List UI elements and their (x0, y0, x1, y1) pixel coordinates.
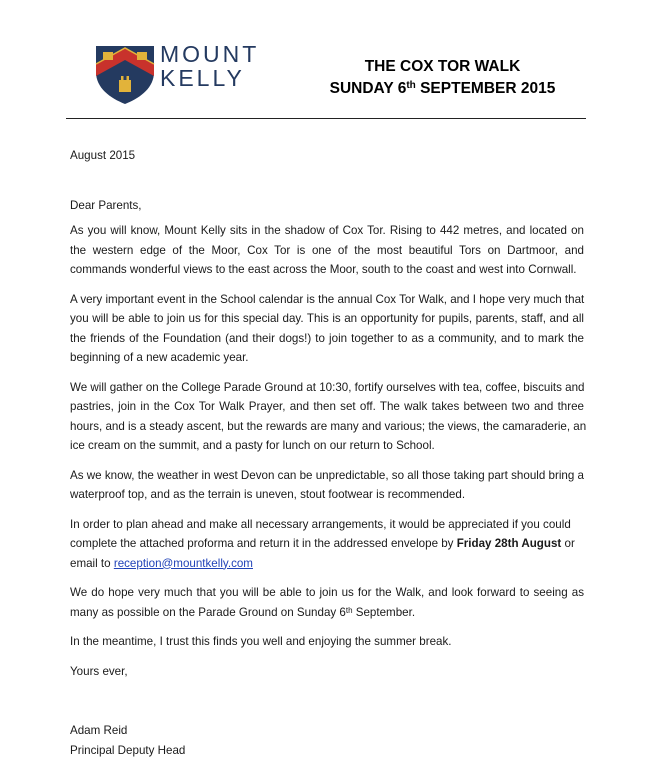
header-divider (66, 118, 586, 119)
email-link[interactable]: reception@mountkelly.com (113, 556, 253, 570)
event-date-suffix: th (406, 80, 416, 91)
email-lead-text: email to (70, 556, 114, 570)
paragraph-line: As we know, the weather in west Devon can be unpredictable, so all those taking part should bring a (70, 468, 584, 482)
letter-date: August 2015 (70, 149, 136, 162)
walk-date-text: many as possible on the Parade Ground on Sunday 6 (70, 605, 346, 619)
paragraph-line (70, 603, 584, 623)
paragraph-line (70, 554, 584, 574)
paragraph-line: the western edge of the Moor, Cox Tor is one of the most beautiful Tors on Dartmoor, and (70, 243, 584, 257)
paragraph-5 (70, 515, 584, 574)
deadline-date: Friday 28th August (456, 537, 562, 550)
paragraph-line (70, 534, 584, 554)
paragraph-6 (70, 583, 584, 622)
event-date-prefix: SUNDAY 6 (329, 80, 407, 97)
event-title: THE COX TOR WALK (364, 58, 521, 75)
school-name-line2: KELLY (160, 65, 245, 91)
paragraph-7: In the meantime, I trust this finds you well and enjoying the summer break. (70, 635, 452, 648)
walk-date-suffix: th (345, 605, 353, 615)
school-crest-icon (90, 42, 160, 106)
paragraph-line: hours, and is a steady ascent, but the rewards are many and various; the views, the camaraderie, an (70, 419, 587, 433)
paragraph-line: the friends of the Foundation (and their dogs!) to join together to as a community, and to mark the (70, 331, 584, 345)
letter-greeting: Dear Parents, (70, 198, 142, 212)
letter-closing: Yours ever, (70, 664, 128, 678)
paragraph-line: A very important event in the School calendar is the annual Cox Tor Walk, and I hope very much that (70, 292, 585, 306)
paragraph-4 (70, 466, 584, 505)
event-title-block (300, 56, 585, 100)
paragraph-line: commands wonderful views to the east across the Moor, south to the coast and west into Cornwall. (70, 263, 577, 276)
letter-body (70, 146, 587, 760)
paragraph-1 (70, 221, 584, 280)
signature-title: Principal Deputy Head (70, 743, 186, 757)
paragraph-3 (70, 378, 587, 456)
paragraph-line: you will be able to join us for this special day. This is an opportunity for pupils, parents, staff, and all (70, 312, 584, 325)
paragraph-line: In order to plan ahead and make all necessary arrangements, it would be appreciated if you could (70, 517, 571, 531)
walk-date-month: September. (352, 605, 416, 619)
signature-name: Adam Reid (70, 724, 128, 737)
signature-block (70, 721, 584, 760)
event-date (300, 78, 585, 100)
paragraph-line: We do hope very much that you will be able to join us for the Walk, and look forward to seeing as (70, 586, 584, 599)
paragraph-2 (70, 290, 584, 368)
paragraph-line: pastries, join in the Cox Tor Walk Prayer, and then set off. The walk takes between two and three (70, 400, 584, 413)
paragraph-line: beginning of a new academic year. (70, 351, 249, 364)
paragraph-line: As you will know, Mount Kelly sits in the shadow of Cox Tor. Rising to 442 metres, and located on (70, 224, 584, 237)
deadline-end-text: or (561, 537, 575, 550)
event-date-rest: SEPTEMBER 2015 (415, 80, 556, 97)
paragraph-line: ice cream on the summit, and a pasty for lunch on our return to School. (70, 439, 435, 452)
deadline-lead-text: complete the attached proforma and return it in the addressed envelope by (70, 537, 457, 550)
school-name-line1: MOUNT (160, 41, 260, 67)
paragraph-line: waterproof top, and as the terrain is uneven, stout footwear is recommended. (70, 488, 466, 501)
paragraph-line: We will gather on the College Parade Ground at 10:30, fortify ourselves with tea, coffee, biscuits and (70, 380, 585, 394)
school-name (160, 43, 259, 90)
